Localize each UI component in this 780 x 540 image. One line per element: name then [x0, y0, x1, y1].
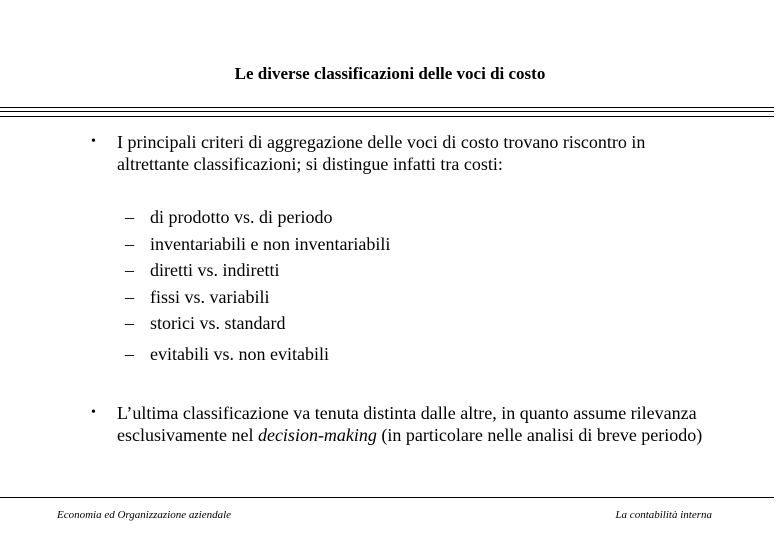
slide-title: Le diverse classificazioni delle voci di costo: [234, 64, 546, 83]
footer-section-title: La contabilità interna: [615, 509, 712, 521]
dash-icon: –: [125, 286, 134, 307]
list-item-label: di prodotto vs. di periodo: [150, 207, 333, 227]
list-item: [125, 204, 390, 231]
list-item-evitabili: [125, 341, 329, 367]
cost-classification-list: [125, 204, 391, 337]
footer-rule: [0, 497, 774, 498]
bullet-text: I principali criteri di aggregazione delle voci di costo trovano riscontro in altrettante classificazioni; si distingue infatti tra costi:: [117, 132, 646, 174]
list-item-label: fissi vs. variabili: [150, 286, 270, 307]
header-rule-top: [0, 107, 774, 108]
list-item-label: storici vs. standard: [150, 313, 286, 334]
bullet-text-before: L’ultima classificazione va tenuta distinta dalle altre, in quanto assume rilevanza esclusivamente nel: [117, 403, 697, 445]
list-item: [125, 231, 391, 258]
header-rule-bottom: [0, 116, 774, 117]
bullet-icon: •: [91, 405, 96, 420]
list-item-label: evitabili vs. non evitabili: [150, 344, 329, 364]
dash-icon: –: [125, 233, 134, 254]
list-item: [125, 257, 390, 284]
dash-icon: –: [125, 207, 134, 227]
list-item: [125, 284, 390, 311]
dash-icon: –: [125, 260, 134, 281]
list-item-label: diretti vs. indiretti: [150, 260, 280, 281]
list-item-label: inventariabili e non inventariabili: [150, 233, 391, 254]
list-item: [125, 310, 390, 337]
bullet-text-after: (in particolare nelle analisi di breve periodo): [376, 425, 703, 445]
bullet-icon: •: [91, 134, 96, 149]
bullet-emphasis: decision-making: [257, 425, 377, 445]
bullet-item-last-classification: [91, 402, 717, 446]
dash-icon: –: [125, 313, 134, 334]
footer-course-title: Economia ed Organizzazione aziendale: [57, 509, 232, 521]
bullet-item-criteria: [91, 131, 717, 175]
header-rule-middle: [0, 111, 774, 112]
dash-icon: –: [125, 344, 134, 364]
